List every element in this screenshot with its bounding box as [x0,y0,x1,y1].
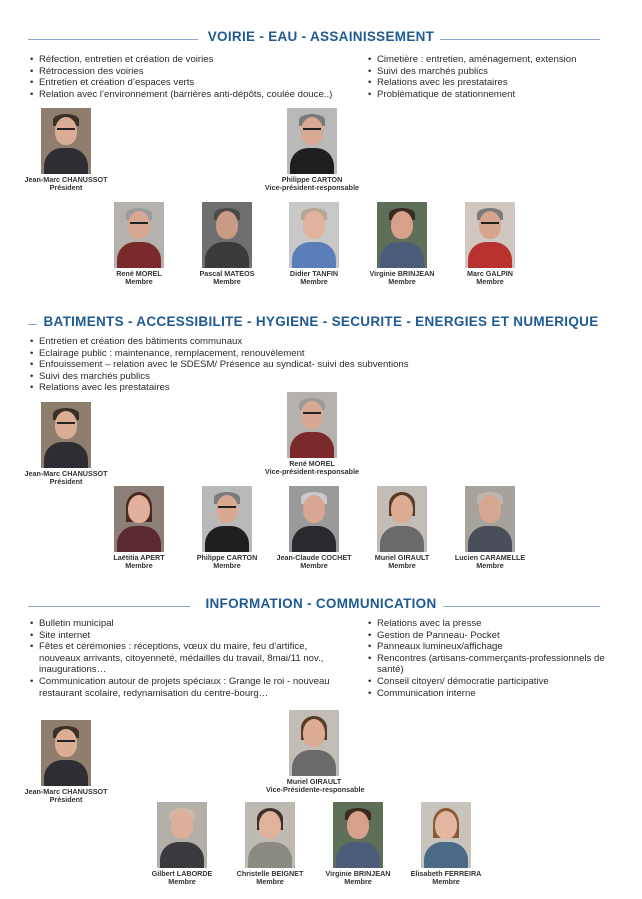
bullet-list-right [368,54,618,100]
person-name: René MOREL [116,269,162,278]
person-card [179,486,275,571]
portrait-photo [202,486,252,552]
portrait-photo [287,392,337,458]
list-item: • Relations avec la presse [368,618,608,630]
portrait-photo [289,710,339,776]
list-item: • Relation avec l’environnement (barrières anti-dépôts, coulée douce..) [30,89,360,101]
person-name: Elisabeth FERREIRA [410,869,482,878]
section-heading-batiments [0,314,642,334]
bullet-list-right [368,618,608,699]
portrait-photo [114,486,164,552]
person-name: Jean-Claude COCHET [276,553,352,562]
person-name: Philippe CARTON [196,553,258,562]
person-role: Président [49,795,83,805]
person-role: Membre [125,561,153,571]
portrait-photo [41,108,91,174]
list-item: • Communication interne [368,688,608,700]
list-item: • Site internet [30,630,330,642]
person-name: Gilbert LABORDE [151,869,213,878]
section-heading-voirie [0,29,642,49]
list-item: • Suivi des marchés publics [30,371,590,383]
portrait-photo [289,202,339,268]
person-role: Membre [256,877,284,887]
person-role: Membre [213,561,241,571]
section-heading-information [0,596,642,616]
person-name: Christelle BEIGNET [236,869,304,878]
person-name: Jean-Marc CHANUSSOT [24,787,108,796]
person-card [266,710,365,795]
portrait-photo [287,108,337,174]
person-card [442,202,538,287]
person-name: René MOREL [289,459,335,468]
portrait-photo [157,802,207,868]
person-role: Membre [125,277,153,287]
portrait-photo [41,402,91,468]
bullet-list-left [30,618,330,699]
person-name: Philippe CARTON [281,175,343,184]
person-role: Membre [168,877,196,887]
person-card [264,392,360,477]
section-title: INFORMATION - COMMUNICATION [199,596,442,611]
list-item: • Suivi des marchés publics [368,66,618,78]
list-item: • Panneaux lumineux/affichage [368,641,608,653]
list-item: • Rencontres (artisans-commerçants-professionnels de santé) [368,653,608,676]
portrait-photo [377,202,427,268]
list-item: • Problématique de stationnement [368,89,618,101]
person-card [310,802,406,887]
person-role: Membre [432,877,460,887]
bullet-list-left [30,54,360,100]
person-role: Vice-Présidente-responsable [266,785,365,795]
list-item: • Relations avec les prestataires [368,77,618,89]
person-card [266,202,362,287]
person-card [354,486,450,571]
list-item: • Réfection, entretien et création de voiries [30,54,360,66]
person-name: Laëtitia APERT [113,553,165,562]
portrait-photo [41,720,91,786]
person-role: Membre [300,561,328,571]
person-role: Président [49,477,83,487]
person-role: Vice-président-responsable [264,467,360,477]
person-role: Membre [300,277,328,287]
person-role: Membre [476,277,504,287]
person-card [222,802,318,887]
list-item: • Rétrocession des voiries [30,66,360,78]
portrait-photo [202,202,252,268]
person-card [264,108,360,193]
person-name: Jean-Marc CHANUSSOT [24,469,108,478]
person-name: Muriel GIRAULT [286,777,342,786]
list-item: • Entretien et création des bâtiments communaux [30,336,590,348]
person-card [266,486,362,571]
person-role: Membre [344,877,372,887]
person-name: Lucien CARAMELLE [454,553,526,562]
list-item: • Gestion de Panneau- Pocket [368,630,608,642]
person-name: Jean-Marc CHANUSSOT [24,175,108,184]
portrait-photo [114,202,164,268]
list-item: • Communication autour de projets spéciaux : Grange le roi - nouveau restaurant scolaire, redynamisation du centre-bourg… [30,676,330,699]
person-name: Muriel GIRAULT [374,553,430,562]
section-title: BATIMENTS - ACCESSIBILITE - HYGIENE - SECURITE - ENERGIES ET NUMERIQUE [37,314,604,329]
person-card [442,486,538,571]
list-item: • Enfouissement – relation avec le SDESM/ Présence au syndicat- suivi des subventions [30,359,590,371]
person-name: Virginie BRINJEAN [369,269,435,278]
person-card [18,402,114,487]
person-card [134,802,230,887]
person-card [179,202,275,287]
portrait-photo [289,486,339,552]
person-role: Membre [388,561,416,571]
list-item: • Eclairage public : maintenance, remplacement, renouvèlement [30,348,590,360]
portrait-photo [377,486,427,552]
person-name: Virginie BRINJEAN [325,869,391,878]
person-card [354,202,450,287]
person-role: Membre [388,277,416,287]
person-role: Vice-président-responsable [264,183,360,193]
person-role: Président [49,183,83,193]
bullet-list-left [30,336,590,394]
list-item: • Cimetière : entretien, aménagement, extension [368,54,618,66]
person-role: Membre [476,561,504,571]
list-item: • Conseil citoyen/ démocratie participative [368,676,608,688]
person-name: Didier TANFIN [289,269,339,278]
person-card [398,802,494,887]
portrait-photo [421,802,471,868]
portrait-photo [333,802,383,868]
person-card [18,720,114,805]
list-item: • Bulletin municipal [30,618,330,630]
section-title: VOIRIE - EAU - ASSAINISSEMENT [202,29,440,44]
list-item: • Relations avec les prestataires [30,382,590,394]
portrait-photo [465,486,515,552]
person-name: Marc GALPIN [467,269,513,278]
person-name: Pascal MATEOS [199,269,255,278]
person-card [91,486,187,571]
list-item: • Fêtes et cérémonies : réceptions, vœux du maire, feu d’artifice, nouveaux arrivants, citoyenneté, médailles du travail, 8mai/11 nov., inaugurations… [30,641,330,676]
portrait-photo [465,202,515,268]
person-role: Membre [213,277,241,287]
list-item: • Entretien et création d’espaces verts [30,77,360,89]
person-card [18,108,114,193]
person-card [91,202,187,287]
portrait-photo [245,802,295,868]
